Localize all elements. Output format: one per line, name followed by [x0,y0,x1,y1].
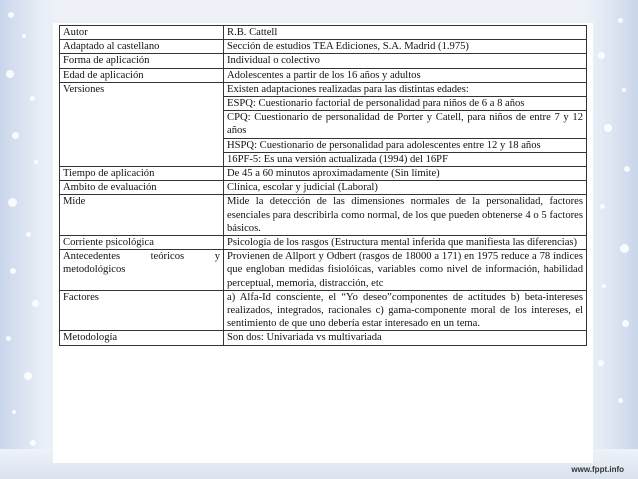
row-value: R.B. Cattell [224,26,587,40]
table-row-metodologia [60,331,587,345]
table-row-edad [60,68,587,82]
table-row-forma [60,54,587,68]
row-key: Metodología [60,331,224,345]
row-key: Tiempo de aplicación [60,167,224,181]
table-row-factores [60,290,587,331]
left-dot-pattern [0,0,60,479]
table-row-ambito [60,181,587,195]
row-value: ESPQ: Cuestionario factorial de personalidad para niños de 6 a 8 años [224,97,587,111]
row-value: Provienen de Allport y Odbert (rasgos de 18000 a 171) en 1975 reduce a 78 índices que engloban medidas fisiolóicas, variables como nivel de información, habilidad perceptual, memoria, distracción, etc [224,250,587,291]
info-table [59,25,587,346]
row-value: HSPQ: Cuestionario de personalidad para adolescentes entre 12 y 18 años [224,138,587,152]
table-row-corriente [60,236,587,250]
row-key: Mide [60,195,224,236]
table-row-tiempo [60,167,587,181]
row-value: Son dos: Univariada vs multivariada [224,331,587,345]
table-row-versiones [60,82,587,96]
row-key: Corriente psicológica [60,236,224,250]
row-value: Existen adaptaciones realizadas para las distintas edades: [224,82,587,96]
row-value: CPQ: Cuestionario de personalidad de Porter y Catell, para niños de entre 7 y 12 años [224,111,587,138]
table-row-antecedentes [60,250,587,291]
row-value: Psicología de los rasgos (Estructura mental inferida que manifiesta las diferencias) [224,236,587,250]
row-value: Adolescentes a partir de los 16 años y adultos [224,68,587,82]
table-row-mide [60,195,587,236]
table-row-adaptado [60,40,587,54]
row-key: Forma de aplicación [60,54,224,68]
row-key: Factores [60,290,224,331]
table-row-autor [60,26,587,40]
row-value: Sección de estudios TEA Ediciones, S.A. Madrid (1.975) [224,40,587,54]
row-value: Mide la detección de las dimensiones normales de la personalidad, factores esenciales para describirla como normal, de los que pueden obtenerse 4 o 5 factores básicos. [224,195,587,236]
row-key: Autor [60,26,224,40]
row-key: Versiones [60,82,224,166]
row-value: 16PF-5: Es una versión actualizada (1994) del 16PF [224,152,587,166]
row-value: Individual o colectivo [224,54,587,68]
row-key: Ambito de evaluación [60,181,224,195]
left-decoration [0,0,60,479]
row-key: Antecedentes teóricos y metodológicos [60,250,224,291]
footer-brand: www.fppt.info [571,465,624,474]
row-key: Adaptado al castellano [60,40,224,54]
row-key: Edad de aplicación [60,68,224,82]
row-value: De 45 a 60 minutos aproximadamente (Sin límite) [224,167,587,181]
row-value: Clínica, escolar y judicial (Laboral) [224,181,587,195]
row-value: a) Alfa-Id consciente, el “Yo deseo”componentes de actitudes b) beta-intereses realizados, integrados, racionales c) gama-componente moral de los intereses, el sentimiento de que uno debería estar interesado en un tema. [224,290,587,331]
